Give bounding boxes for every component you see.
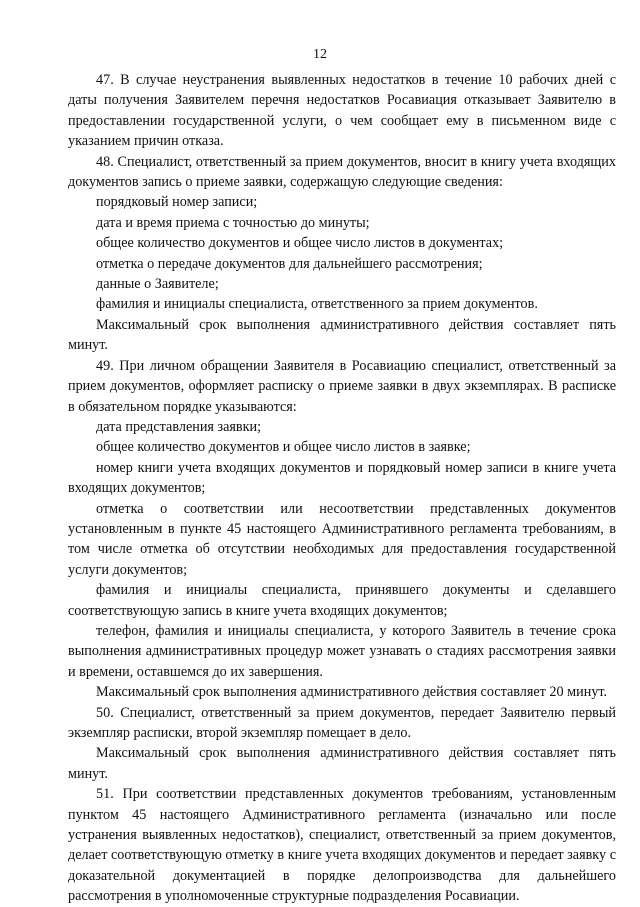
deadline-paragraph: Максимальный срок выполнения административного действия составляет пять минут.: [68, 745, 616, 782]
paragraph-47: 47. В случае неустранения выявленных недостатков в течение 10 рабочих дней с даты получения Заявителем перечня недостатков Росавиация отказывает Заявителю в предоставлении государственной услуги, о чем сообщает ему в письменном виде с указанием причин отказа.: [68, 72, 616, 150]
list-item-book-number: номер книги учета входящих документов и порядковый номер записи в книге учета входящих документов;: [68, 459, 616, 497]
list-item-contact-specialist: телефон, фамилия и инициалы специалиста, у которого Заявитель в течение срока выполнения административных процедур может узнавать о стадиях рассмотрения заявки и времени, оставшемся до их завершения.: [68, 622, 616, 680]
paragraph-50: 50. Специалист, ответственный за прием документов, передает Заявителю первый экземпляр расписки, второй экземпляр помещает в дело.: [68, 704, 616, 741]
list-item-submission-date: дата представления заявки;: [96, 418, 262, 435]
document-body: [68, 70, 616, 907]
list-item-record-number: порядковый номер записи;: [96, 194, 258, 211]
paragraph-51: 51. При соответствии представленных документов требованиям, установленным пунктом 45 настоящего Административного регламента (изначально или после устранения выявленных недостатков), специалист, ответственный за прием документов, делает соответствующую отметку в книге учета входящих документов и передает заявку с доказательной документацией в порядке делопроизводства для дальнейшего рассмотрения в уполномоченные структурные подразделения Росавиации.: [68, 786, 616, 905]
list-item-document-count: общее количество документов и общее число листов в документах;: [96, 235, 504, 252]
list-item-sheet-count: общее количество документов и общее число листов в заявке;: [96, 439, 471, 456]
list-item-specialist-name: фамилия и инициалы специалиста, ответственного за прием документов.: [96, 296, 538, 313]
list-item-compliance-mark: отметка о соответствии или несоответствии представленных документов установленным в пункте 45 настоящего Административного регламента требованиям, в том числе отметка об отсутствии необходимых для предоставления государственной услуги документов;: [68, 500, 616, 578]
deadline-paragraph: Максимальный срок выполнения административного действия составляет 20 минут.: [96, 684, 608, 701]
page-number: 12: [313, 47, 327, 62]
list-item-date-time: дата и время приема с точностью до минуты;: [96, 214, 370, 231]
list-item-applicant-data: данные о Заявителе;: [96, 276, 219, 293]
list-item-receiving-specialist: фамилия и инициалы специалиста, принявшего документы и сделавшего соответствующую запись в книге учета входящих документов;: [68, 582, 616, 619]
list-item-transfer-mark: отметка о передаче документов для дальнейшего рассмотрения;: [96, 255, 483, 272]
deadline-paragraph: Максимальный срок выполнения административного действия составляет пять минут.: [68, 316, 616, 354]
paragraph-49: 49. При личном обращении Заявителя в Росавиацию специалист, ответственный за прием документов, оформляет расписку о приеме заявки в двух экземплярах. В расписке в обязательном порядке указываются:: [68, 357, 616, 415]
paragraph-48: 48. Специалист, ответственный за прием документов, вносит в книгу учета входящих документов запись о приеме заявки, содержащую следующие сведения:: [68, 153, 616, 191]
